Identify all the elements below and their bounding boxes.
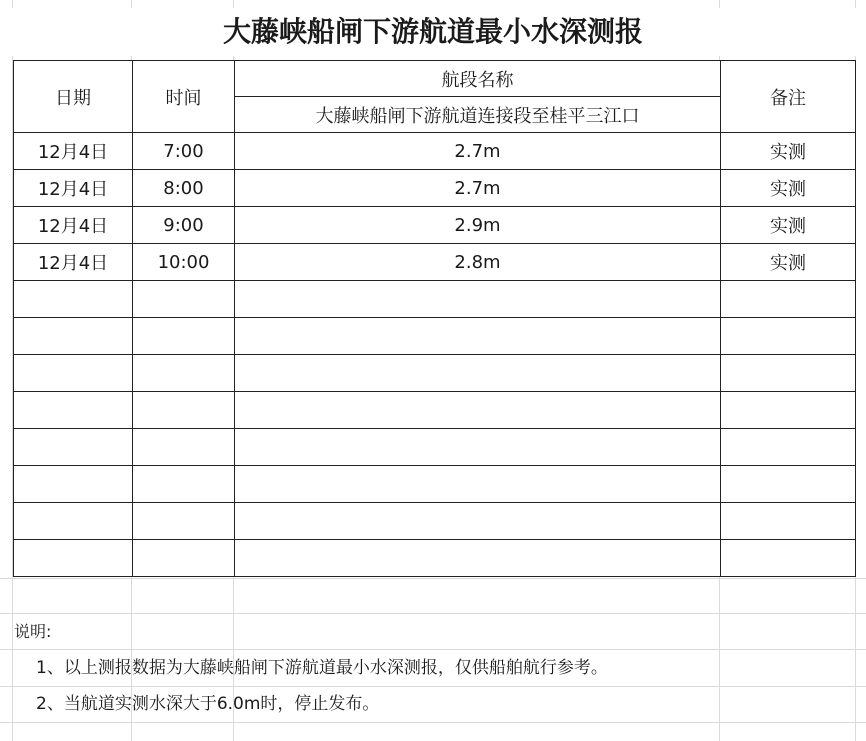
empty-row (14, 503, 856, 540)
empty-cell (721, 503, 856, 540)
empty-cell (235, 429, 721, 466)
empty-row (14, 429, 856, 466)
header-section-name: 大藤峡船闸下游航道连接段至桂平三江口 (235, 97, 721, 133)
cell-date: 12月4日 (14, 133, 133, 170)
grid-row-line (0, 722, 866, 723)
cell-time: 10:00 (133, 244, 235, 281)
cell-time: 7:00 (133, 133, 235, 170)
note-item: 1、以上测报数据为大藤峡船闸下游航道最小水深测报，仅供船舶航行参考。 (36, 658, 608, 678)
note-item: 2、当航道实测水深大于6.0m时，停止发布。 (36, 694, 380, 714)
empty-cell (133, 318, 235, 355)
cell-time: 9:00 (133, 207, 235, 244)
header-date: 日期 (14, 61, 133, 133)
empty-cell (235, 540, 721, 577)
cell-date: 12月4日 (14, 170, 133, 207)
cell-depth: 2.8m (235, 244, 721, 281)
empty-row (14, 318, 856, 355)
cell-time: 8:00 (133, 170, 235, 207)
empty-cell (721, 281, 856, 318)
empty-row (14, 281, 856, 318)
empty-cell (14, 429, 133, 466)
grid-row-line (0, 578, 866, 579)
empty-cell (14, 466, 133, 503)
page-title: 大藤峡船闸下游航道最小水深测报 (0, 8, 866, 56)
cell-depth: 2.7m (235, 170, 721, 207)
empty-cell (235, 466, 721, 503)
table-row (14, 133, 856, 170)
empty-cell (235, 503, 721, 540)
empty-cell (133, 540, 235, 577)
empty-cell (14, 540, 133, 577)
empty-row (14, 540, 856, 577)
header-time: 时间 (133, 61, 235, 133)
grid-row-line (0, 649, 866, 650)
empty-cell (14, 392, 133, 429)
empty-cell (133, 429, 235, 466)
empty-cell (721, 429, 856, 466)
empty-cell (133, 281, 235, 318)
empty-row (14, 355, 856, 392)
cell-remark: 实测 (721, 207, 856, 244)
table-row (14, 244, 856, 281)
cell-depth: 2.7m (235, 133, 721, 170)
empty-cell (14, 281, 133, 318)
depth-report-table (13, 60, 856, 577)
grid-row-line (0, 613, 866, 614)
empty-row (14, 466, 856, 503)
empty-row (14, 392, 856, 429)
cell-remark: 实测 (721, 133, 856, 170)
empty-cell (721, 318, 856, 355)
cell-depth: 2.9m (235, 207, 721, 244)
empty-cell (721, 392, 856, 429)
empty-cell (235, 355, 721, 392)
empty-cell (721, 540, 856, 577)
empty-cell (133, 355, 235, 392)
empty-cell (235, 281, 721, 318)
empty-cell (235, 318, 721, 355)
empty-cell (133, 503, 235, 540)
empty-cell (14, 503, 133, 540)
table-row (14, 170, 856, 207)
cell-remark: 实测 (721, 244, 856, 281)
header-remark: 备注 (721, 61, 856, 133)
empty-cell (133, 392, 235, 429)
empty-cell (721, 466, 856, 503)
empty-cell (721, 355, 856, 392)
cell-date: 12月4日 (14, 207, 133, 244)
notes-label: 说明: (14, 622, 52, 641)
header-section-group: 航段名称 (235, 61, 721, 97)
empty-cell (14, 355, 133, 392)
empty-cell (235, 392, 721, 429)
cell-remark: 实测 (721, 170, 856, 207)
empty-cell (133, 466, 235, 503)
empty-cell (14, 318, 133, 355)
grid-row-line (0, 686, 866, 687)
table-row (14, 207, 856, 244)
cell-date: 12月4日 (14, 244, 133, 281)
